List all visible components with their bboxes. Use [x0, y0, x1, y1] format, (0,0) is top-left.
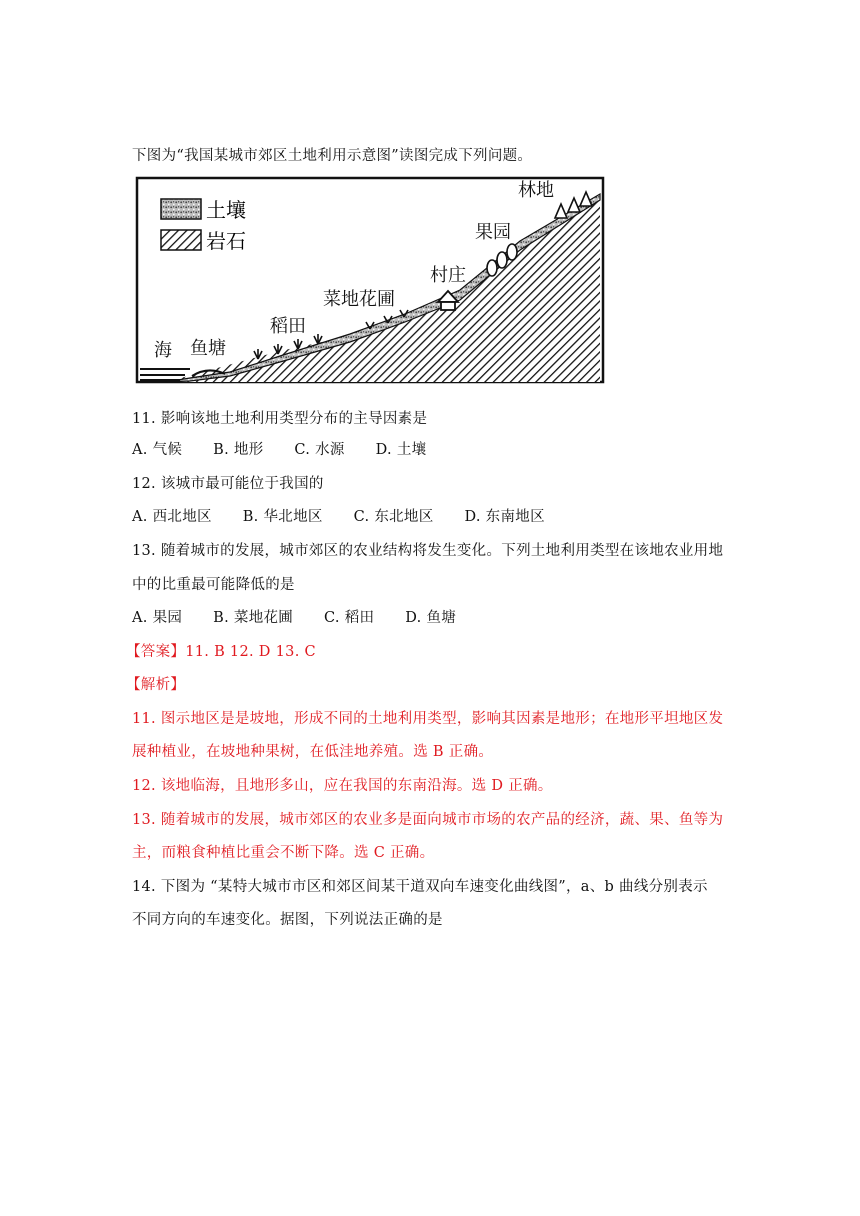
analysis-tag: 【解析】 [126, 677, 186, 693]
legend-soil-swatch [161, 199, 201, 219]
q13-option-b: B. 菜地花圃 [213, 610, 294, 626]
answer-text: 11. B 12. D 13. C [185, 644, 316, 660]
q12-option-b: B. 华北地区 [242, 509, 323, 525]
label-vegetable: 菜地花圃 [323, 289, 395, 310]
label-village: 村庄 [430, 265, 466, 286]
land-use-figure [130, 176, 605, 386]
q13-option-d: D. 鱼塘 [405, 610, 457, 626]
q13-option-c: C. 稻田 [324, 610, 375, 626]
question-11-options [132, 440, 426, 460]
q13-option-a: A. 果园 [132, 610, 183, 626]
q11-option-a: A. 气候 [132, 442, 183, 458]
analysis-line-5: 主，而粮食种植比重会不断下降。选 C 正确。 [132, 845, 435, 861]
q12-option-c: C. 东北地区 [353, 509, 434, 525]
label-fish-pond: 鱼塘 [190, 338, 226, 359]
label-orchard: 果园 [475, 222, 511, 243]
legend-rock-swatch [161, 230, 201, 250]
q11-option-b: B. 地形 [213, 442, 264, 458]
analysis-line-1: 11. 图示地区是是坡地，形成不同的土地利用类型，影响其因素是地形；在地形平坦地区发 [132, 711, 724, 727]
question-12-stem: 12. 该城市最可能位于我国的 [132, 476, 324, 492]
question-14-line-2: 不同方向的车速变化。据图，下列说法正确的是 [132, 912, 443, 928]
analysis-line-2: 展种植业，在坡地种果树，在低洼地养殖。选 B 正确。 [132, 744, 494, 760]
answer-line [126, 642, 316, 662]
legend-rock-label: 岩石 [206, 229, 246, 253]
question-14-line-1: 14. 下图为 “某特大城市市区和郊区间某干道双向车速变化曲线图”，a、b 曲线分别表示 [132, 879, 708, 895]
q12-option-a: A. 西北地区 [132, 509, 212, 525]
label-sea: 海 [154, 340, 172, 361]
q11-option-c: C. 水源 [294, 442, 345, 458]
land-use-diagram [130, 176, 605, 386]
question-11-stem: 11. 影响该地土地利用类型分布的主导因素是 [132, 411, 428, 427]
q12-option-d: D. 东南地区 [464, 509, 545, 525]
label-rice-field: 稻田 [270, 316, 306, 337]
legend-soil-label: 土壤 [206, 198, 246, 222]
question-13-stem-line-1: 13. 随着城市的发展，城市郊区的农业结构将发生变化。下列土地利用类型在该地农业用地 [132, 543, 724, 559]
q11-option-d: D. 土壤 [375, 442, 427, 458]
intro-text: 下图为“我国某城市郊区土地利用示意图”读图完成下列问题。 [132, 148, 533, 164]
question-13-options [132, 608, 456, 628]
question-13-stem-line-2: 中的比重最可能降低的是 [132, 577, 295, 593]
label-forest: 林地 [518, 180, 554, 201]
answer-tag: 【答案】 [126, 644, 186, 660]
analysis-line-3: 12. 该地临海，且地形多山，应在我国的东南沿海。选 D 正确。 [132, 778, 553, 794]
analysis-line-4: 13. 随着城市的发展，城市郊区的农业多是面向城市市场的农产品的经济，蔬、果、鱼等为 [132, 812, 724, 828]
question-12-options [132, 507, 545, 527]
